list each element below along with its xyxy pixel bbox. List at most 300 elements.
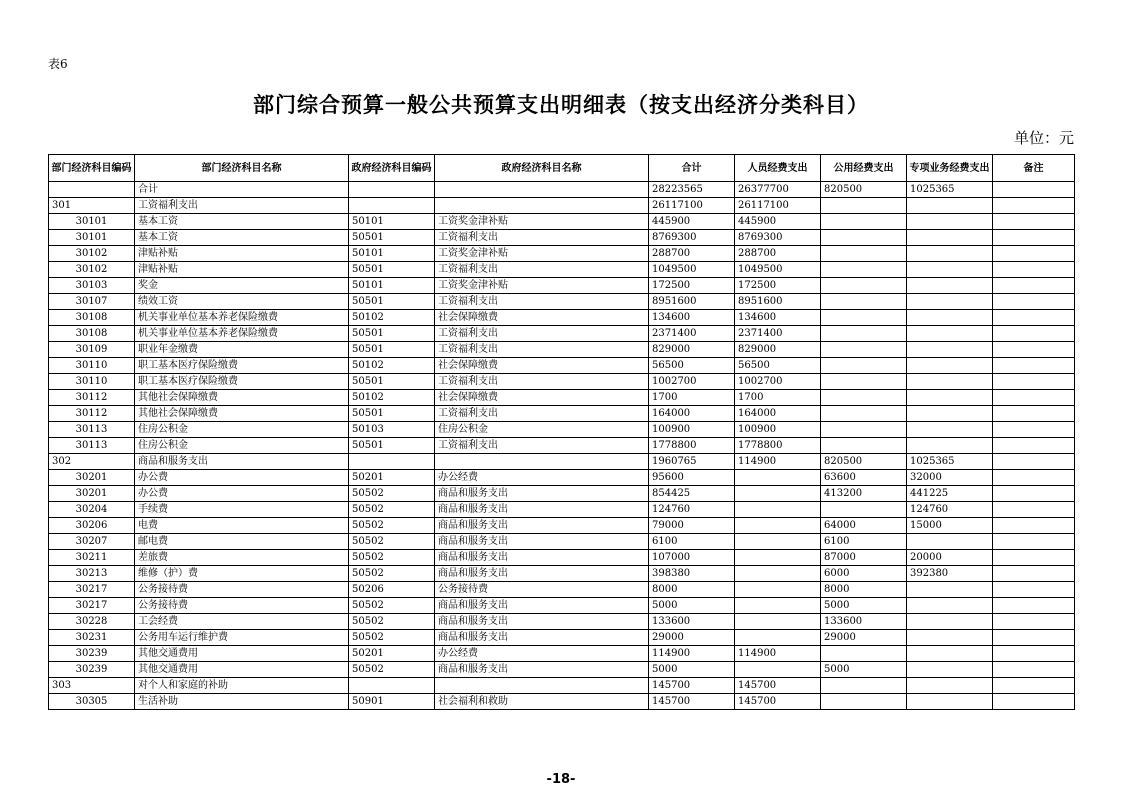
table-label: 表6 (48, 57, 68, 71)
cell-gov-name: 商品和服务支出 (435, 486, 649, 502)
cell-special (907, 230, 993, 246)
cell-public (821, 326, 907, 342)
cell-special (907, 246, 993, 262)
cell-gov-name: 住房公积金 (435, 422, 649, 438)
cell-dept-name: 绩效工资 (135, 294, 349, 310)
cell-total: 1002700 (649, 374, 735, 390)
header-gov-code: 政府经济科目编码 (349, 155, 435, 182)
cell-public (821, 342, 907, 358)
cell-note (993, 502, 1075, 518)
cell-special (907, 678, 993, 694)
cell-total: 114900 (649, 646, 735, 662)
cell-total: 8951600 (649, 294, 735, 310)
cell-note (993, 198, 1075, 214)
cell-special (907, 198, 993, 214)
header-note: 备注 (993, 155, 1075, 182)
cell-gov-code: 50501 (349, 374, 435, 390)
table-row (49, 182, 1075, 198)
cell-gov-name: 社会保障缴费 (435, 358, 649, 374)
cell-gov-code: 50502 (349, 614, 435, 630)
cell-special (907, 614, 993, 630)
cell-personnel: 445900 (735, 214, 821, 230)
cell-total: 172500 (649, 278, 735, 294)
cell-dept-code: 30110 (49, 374, 135, 390)
table-row (49, 646, 1075, 662)
table-row (49, 566, 1075, 582)
cell-personnel: 1778800 (735, 438, 821, 454)
cell-dept-name: 住房公积金 (135, 422, 349, 438)
unit-label: 单位：元 (1013, 129, 1074, 147)
cell-gov-code: 50501 (349, 438, 435, 454)
cell-public: 87000 (821, 550, 907, 566)
cell-dept-code: 30102 (49, 262, 135, 278)
cell-public (821, 230, 907, 246)
cell-public: 6100 (821, 534, 907, 550)
cell-special: 1025365 (907, 182, 993, 198)
cell-personnel: 1700 (735, 390, 821, 406)
cell-gov-code: 50502 (349, 518, 435, 534)
table-row (49, 390, 1075, 406)
table-row (49, 630, 1075, 646)
cell-gov-name: 工资福利支出 (435, 438, 649, 454)
cell-special (907, 326, 993, 342)
table-row (49, 534, 1075, 550)
cell-gov-name: 办公经费 (435, 646, 649, 662)
cell-gov-name: 社会保障缴费 (435, 310, 649, 326)
table-row (49, 230, 1075, 246)
cell-special: 392380 (907, 566, 993, 582)
cell-personnel: 172500 (735, 278, 821, 294)
cell-dept-name: 津贴补贴 (135, 262, 349, 278)
cell-note (993, 310, 1075, 326)
cell-gov-code: 50502 (349, 534, 435, 550)
cell-personnel (735, 662, 821, 678)
table-row (49, 358, 1075, 374)
cell-special (907, 374, 993, 390)
cell-dept-name: 手续费 (135, 502, 349, 518)
cell-gov-code: 50502 (349, 486, 435, 502)
cell-dept-code: 30239 (49, 662, 135, 678)
cell-public (821, 374, 907, 390)
cell-personnel (735, 470, 821, 486)
cell-note (993, 214, 1075, 230)
cell-dept-code: 30101 (49, 214, 135, 230)
cell-gov-name: 工资福利支出 (435, 342, 649, 358)
cell-dept-name: 其他交通费用 (135, 646, 349, 662)
cell-gov-name: 工资福利支出 (435, 230, 649, 246)
cell-dept-code: 30108 (49, 310, 135, 326)
cell-public (821, 294, 907, 310)
cell-gov-name: 工资奖金津补贴 (435, 278, 649, 294)
cell-personnel: 288700 (735, 246, 821, 262)
cell-public (821, 310, 907, 326)
cell-total: 854425 (649, 486, 735, 502)
cell-dept-code: 30217 (49, 598, 135, 614)
cell-note (993, 518, 1075, 534)
cell-personnel: 145700 (735, 694, 821, 710)
cell-note (993, 550, 1075, 566)
cell-note (993, 294, 1075, 310)
cell-public: 820500 (821, 182, 907, 198)
cell-note (993, 598, 1075, 614)
cell-total: 1049500 (649, 262, 735, 278)
table-row (49, 422, 1075, 438)
header-dept-name: 部门经济科目名称 (135, 155, 349, 182)
cell-special (907, 294, 993, 310)
cell-total: 145700 (649, 678, 735, 694)
cell-gov-code: 50502 (349, 566, 435, 582)
cell-special: 441225 (907, 486, 993, 502)
cell-personnel: 8769300 (735, 230, 821, 246)
cell-gov-code: 50501 (349, 294, 435, 310)
header-special: 专项业务经费支出 (907, 155, 993, 182)
cell-dept-code: 30112 (49, 390, 135, 406)
cell-personnel (735, 534, 821, 550)
cell-public: 63600 (821, 470, 907, 486)
cell-total: 133600 (649, 614, 735, 630)
cell-public: 6000 (821, 566, 907, 582)
page-number: -18- (546, 772, 576, 787)
table-row (49, 438, 1075, 454)
cell-public: 29000 (821, 630, 907, 646)
cell-note (993, 358, 1075, 374)
cell-note (993, 406, 1075, 422)
cell-special: 1025365 (907, 454, 993, 470)
cell-public: 5000 (821, 662, 907, 678)
cell-gov-code: 50501 (349, 406, 435, 422)
header-gov-name: 政府经济科目名称 (435, 155, 649, 182)
cell-dept-name: 基本工资 (135, 214, 349, 230)
cell-dept-name: 维修（护）费 (135, 566, 349, 582)
cell-gov-name: 社会福利和救助 (435, 694, 649, 710)
table-row (49, 454, 1075, 470)
cell-special (907, 422, 993, 438)
cell-total: 107000 (649, 550, 735, 566)
cell-dept-code (49, 182, 135, 198)
cell-personnel: 1002700 (735, 374, 821, 390)
header-total: 合计 (649, 155, 735, 182)
cell-gov-code: 50206 (349, 582, 435, 598)
cell-note (993, 278, 1075, 294)
cell-personnel (735, 566, 821, 582)
table-row (49, 374, 1075, 390)
cell-total: 124760 (649, 502, 735, 518)
cell-total: 288700 (649, 246, 735, 262)
cell-dept-code: 30107 (49, 294, 135, 310)
cell-public (821, 246, 907, 262)
cell-dept-code: 30211 (49, 550, 135, 566)
cell-gov-code: 50102 (349, 310, 435, 326)
cell-gov-code: 50502 (349, 662, 435, 678)
table-row (49, 470, 1075, 486)
cell-gov-name: 工资福利支出 (435, 262, 649, 278)
table-row (49, 582, 1075, 598)
cell-gov-name: 商品和服务支出 (435, 614, 649, 630)
header-public: 公用经费支出 (821, 155, 907, 182)
cell-gov-code: 50103 (349, 422, 435, 438)
cell-dept-code: 303 (49, 678, 135, 694)
cell-gov-name: 商品和服务支出 (435, 662, 649, 678)
cell-total: 95600 (649, 470, 735, 486)
cell-gov-name: 商品和服务支出 (435, 566, 649, 582)
cell-gov-code: 50502 (349, 502, 435, 518)
cell-personnel: 145700 (735, 678, 821, 694)
cell-gov-name (435, 182, 649, 198)
cell-public (821, 694, 907, 710)
cell-public: 413200 (821, 486, 907, 502)
table-row (49, 326, 1075, 342)
cell-dept-name: 合计 (135, 182, 349, 198)
table-row (49, 598, 1075, 614)
page-title: 部门综合预算一般公共预算支出明细表（按支出经济分类科目） (253, 93, 869, 117)
cell-total: 8769300 (649, 230, 735, 246)
cell-dept-name: 职工基本医疗保险缴费 (135, 358, 349, 374)
cell-dept-name: 公务接待费 (135, 598, 349, 614)
cell-dept-name: 邮电费 (135, 534, 349, 550)
table-row (49, 310, 1075, 326)
cell-dept-name: 生活补助 (135, 694, 349, 710)
cell-public: 5000 (821, 598, 907, 614)
table-row (49, 294, 1075, 310)
cell-gov-code: 50501 (349, 262, 435, 278)
cell-personnel (735, 550, 821, 566)
cell-gov-name: 商品和服务支出 (435, 598, 649, 614)
cell-total: 164000 (649, 406, 735, 422)
cell-dept-name: 公务接待费 (135, 582, 349, 598)
cell-gov-name: 公务接待费 (435, 582, 649, 598)
cell-personnel (735, 518, 821, 534)
budget-table (48, 154, 1075, 710)
cell-dept-name: 对个人和家庭的补助 (135, 678, 349, 694)
cell-special (907, 262, 993, 278)
cell-special (907, 310, 993, 326)
cell-note (993, 646, 1075, 662)
cell-gov-name: 商品和服务支出 (435, 502, 649, 518)
cell-gov-code (349, 198, 435, 214)
cell-gov-name: 商品和服务支出 (435, 518, 649, 534)
cell-total: 5000 (649, 662, 735, 678)
cell-dept-name: 差旅费 (135, 550, 349, 566)
cell-personnel: 100900 (735, 422, 821, 438)
table-row (49, 214, 1075, 230)
cell-public: 820500 (821, 454, 907, 470)
cell-personnel: 26377700 (735, 182, 821, 198)
cell-public (821, 406, 907, 422)
cell-personnel (735, 502, 821, 518)
cell-gov-name: 工资福利支出 (435, 294, 649, 310)
table-row (49, 614, 1075, 630)
cell-special: 124760 (907, 502, 993, 518)
cell-public (821, 678, 907, 694)
cell-gov-code: 50501 (349, 326, 435, 342)
cell-total: 6100 (649, 534, 735, 550)
cell-total: 5000 (649, 598, 735, 614)
header-dept-code: 部门经济科目编码 (49, 155, 135, 182)
cell-gov-code (349, 454, 435, 470)
cell-note (993, 262, 1075, 278)
cell-dept-code: 30101 (49, 230, 135, 246)
cell-special (907, 534, 993, 550)
cell-personnel (735, 598, 821, 614)
cell-personnel (735, 614, 821, 630)
cell-note (993, 534, 1075, 550)
cell-total: 1700 (649, 390, 735, 406)
cell-dept-name: 职工基本医疗保险缴费 (135, 374, 349, 390)
cell-dept-code: 30201 (49, 470, 135, 486)
cell-dept-name: 其他社会保障缴费 (135, 406, 349, 422)
cell-dept-code: 30217 (49, 582, 135, 598)
cell-personnel: 56500 (735, 358, 821, 374)
cell-gov-name: 工资奖金津补贴 (435, 214, 649, 230)
cell-gov-code: 50102 (349, 390, 435, 406)
table-row (49, 406, 1075, 422)
cell-gov-name: 工资福利支出 (435, 326, 649, 342)
cell-dept-name: 基本工资 (135, 230, 349, 246)
cell-total: 829000 (649, 342, 735, 358)
table-row (49, 278, 1075, 294)
cell-dept-code: 30108 (49, 326, 135, 342)
cell-dept-code: 30228 (49, 614, 135, 630)
cell-gov-code: 50502 (349, 550, 435, 566)
cell-total: 26117100 (649, 198, 735, 214)
header-row (49, 155, 1075, 182)
cell-public (821, 438, 907, 454)
cell-gov-code: 50101 (349, 246, 435, 262)
cell-gov-code: 50501 (349, 230, 435, 246)
cell-special (907, 214, 993, 230)
cell-dept-name: 住房公积金 (135, 438, 349, 454)
cell-note (993, 454, 1075, 470)
cell-special (907, 598, 993, 614)
cell-note (993, 246, 1075, 262)
cell-dept-code: 30305 (49, 694, 135, 710)
cell-gov-code: 50201 (349, 646, 435, 662)
cell-public (821, 214, 907, 230)
cell-dept-name: 商品和服务支出 (135, 454, 349, 470)
cell-dept-code: 30109 (49, 342, 135, 358)
cell-gov-name: 工资福利支出 (435, 374, 649, 390)
cell-public: 8000 (821, 582, 907, 598)
cell-dept-name: 津贴补贴 (135, 246, 349, 262)
cell-special (907, 438, 993, 454)
cell-special: 32000 (907, 470, 993, 486)
table-row (49, 502, 1075, 518)
cell-dept-name: 公务用车运行维护费 (135, 630, 349, 646)
cell-special (907, 390, 993, 406)
cell-dept-code: 30112 (49, 406, 135, 422)
cell-gov-name (435, 198, 649, 214)
cell-gov-name (435, 454, 649, 470)
cell-personnel: 8951600 (735, 294, 821, 310)
table-row (49, 518, 1075, 534)
cell-total: 28223565 (649, 182, 735, 198)
cell-dept-code: 30213 (49, 566, 135, 582)
cell-personnel: 1049500 (735, 262, 821, 278)
cell-special: 20000 (907, 550, 993, 566)
cell-dept-name: 工资福利支出 (135, 198, 349, 214)
cell-dept-code: 30204 (49, 502, 135, 518)
cell-dept-code: 302 (49, 454, 135, 470)
cell-dept-name: 工会经费 (135, 614, 349, 630)
cell-note (993, 422, 1075, 438)
cell-dept-name: 电费 (135, 518, 349, 534)
cell-special: 15000 (907, 518, 993, 534)
cell-personnel: 26117100 (735, 198, 821, 214)
table-row (49, 662, 1075, 678)
cell-dept-code: 30110 (49, 358, 135, 374)
cell-note (993, 390, 1075, 406)
table-row (49, 342, 1075, 358)
cell-gov-name (435, 678, 649, 694)
table-row (49, 678, 1075, 694)
cell-total: 445900 (649, 214, 735, 230)
cell-total: 79000 (649, 518, 735, 534)
cell-public (821, 646, 907, 662)
cell-note (993, 374, 1075, 390)
table-row (49, 198, 1075, 214)
header-personnel: 人员经费支出 (735, 155, 821, 182)
cell-public (821, 262, 907, 278)
cell-personnel: 829000 (735, 342, 821, 358)
cell-dept-name: 其他交通费用 (135, 662, 349, 678)
table-row (49, 246, 1075, 262)
cell-dept-name: 机关事业单位基本养老保险缴费 (135, 326, 349, 342)
cell-total: 398380 (649, 566, 735, 582)
cell-gov-code: 50502 (349, 598, 435, 614)
cell-gov-name: 工资福利支出 (435, 406, 649, 422)
cell-gov-code: 50102 (349, 358, 435, 374)
cell-note (993, 614, 1075, 630)
cell-personnel: 134600 (735, 310, 821, 326)
cell-note (993, 582, 1075, 598)
cell-dept-code: 30102 (49, 246, 135, 262)
cell-dept-code: 30113 (49, 438, 135, 454)
cell-public (821, 390, 907, 406)
cell-special (907, 406, 993, 422)
cell-dept-name: 机关事业单位基本养老保险缴费 (135, 310, 349, 326)
cell-personnel (735, 582, 821, 598)
table-row (49, 694, 1075, 710)
cell-dept-code: 30206 (49, 518, 135, 534)
cell-note (993, 326, 1075, 342)
cell-dept-name: 职业年金缴费 (135, 342, 349, 358)
cell-special (907, 630, 993, 646)
cell-dept-name: 其他社会保障缴费 (135, 390, 349, 406)
cell-special (907, 582, 993, 598)
table-row (49, 550, 1075, 566)
cell-dept-name: 奖金 (135, 278, 349, 294)
cell-gov-name: 商品和服务支出 (435, 534, 649, 550)
cell-total: 8000 (649, 582, 735, 598)
cell-dept-code: 30207 (49, 534, 135, 550)
cell-public (821, 502, 907, 518)
cell-special (907, 342, 993, 358)
cell-note (993, 182, 1075, 198)
cell-personnel: 164000 (735, 406, 821, 422)
cell-gov-code: 50501 (349, 342, 435, 358)
cell-gov-name: 商品和服务支出 (435, 550, 649, 566)
cell-total: 2371400 (649, 326, 735, 342)
cell-note (993, 230, 1075, 246)
cell-note (993, 662, 1075, 678)
cell-gov-code (349, 182, 435, 198)
cell-special (907, 358, 993, 374)
cell-special (907, 662, 993, 678)
cell-dept-code: 30239 (49, 646, 135, 662)
cell-note (993, 630, 1075, 646)
cell-note (993, 678, 1075, 694)
cell-total: 134600 (649, 310, 735, 326)
